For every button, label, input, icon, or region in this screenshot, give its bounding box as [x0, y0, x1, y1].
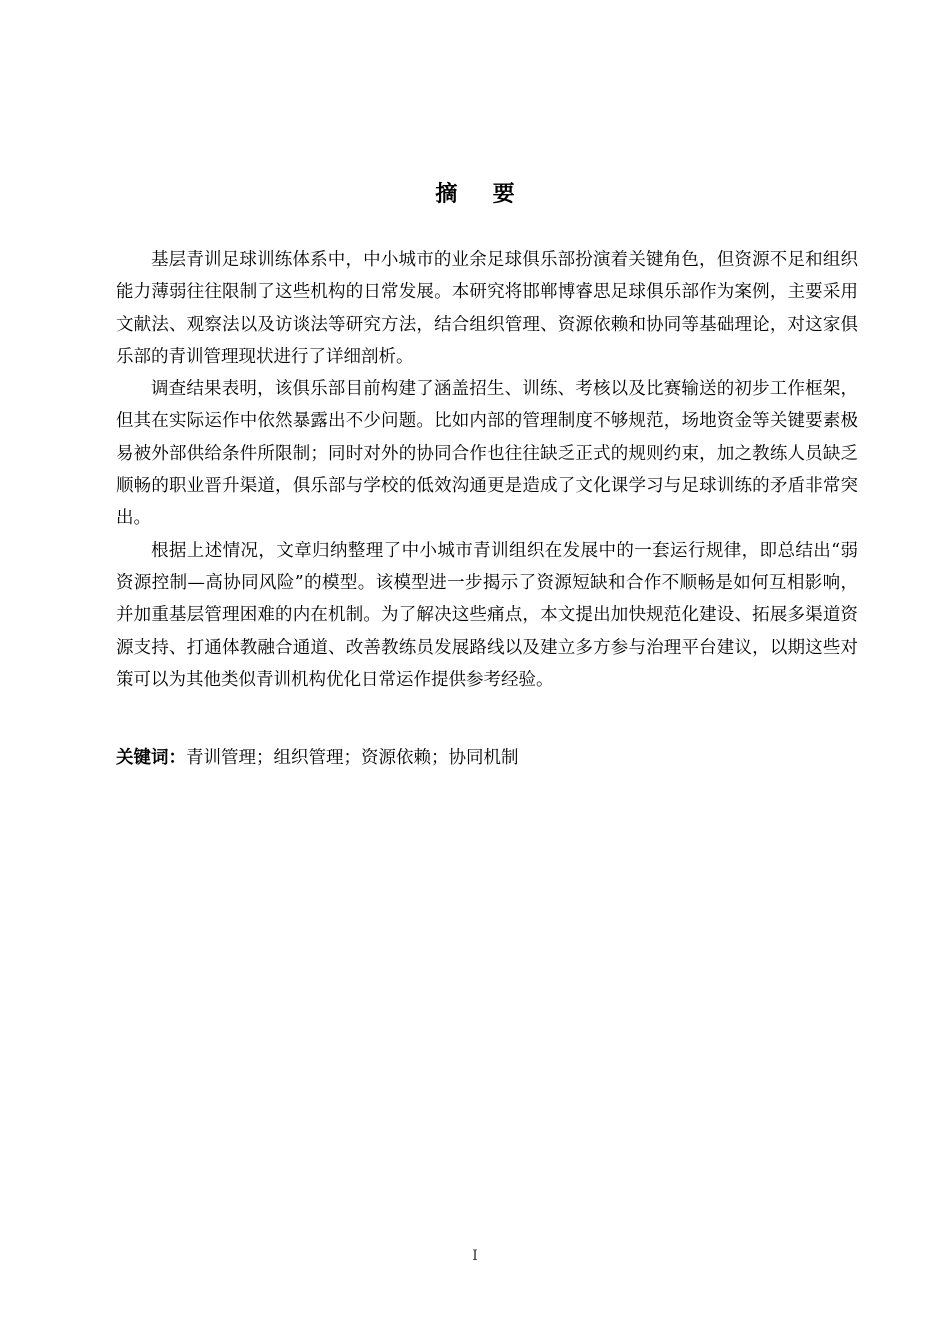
abstract-paragraph-2: 调查结果表明，该俱乐部目前构建了涵盖招生、训练、考核以及比赛输送的初步工作框架，但其在实际运作中依然暴露出不少问题。比如内部的管理制度不够规范，场地资金等关键要素极易被外部供给条件所限制；同时对外的协同合作也往往缺乏正式的规则约束，加之教练人员缺乏顺畅的职业晋升渠道，俱乐部与学校的低效沟通更是造成了文化课学习与足球训练的矛盾非常突出。 — [116, 379, 858, 529]
keywords-line — [116, 742, 858, 774]
abstract-body — [116, 244, 858, 696]
abstract-title: 摘要 — [435, 182, 550, 207]
abstract-paragraph-3: 根据上述情况，文章归纳整理了中小城市青训组织在发展中的一套运行规律，即总结出“弱资源控制—高协同风险”的模型。该模型进一步揭示了资源短缺和合作不顺畅是如何互相影响，并加重基层管理困难的内在机制。为了解决这些痛点，本文提出加快规范化建设、拓展多渠道资源支持、打通体教融合通道、改善教练员发展路线以及建立多方参与治理平台建议，以期这些对策可以为其他类似青训机构优化日常运作提供参考经验。 — [116, 540, 858, 690]
abstract-paragraph-1: 基层青训足球训练体系中，中小城市的业余足球俱乐部扮演着关键角色，但资源不足和组织能力薄弱往往限制了这些机构的日常发展。本研究将邯郸博睿思足球俱乐部作为案例，主要采用文献法、观察法以及访谈法等研究方法，结合组织管理、资源依赖和协同等基础理论，对这家俱乐部的青训管理现状进行了详细剖析。 — [116, 250, 858, 367]
page-number: I — [472, 1248, 478, 1264]
keywords-label: 关键词： — [116, 748, 186, 768]
keywords-value: 青训管理；组织管理；资源依赖；协同机制 — [186, 748, 519, 768]
